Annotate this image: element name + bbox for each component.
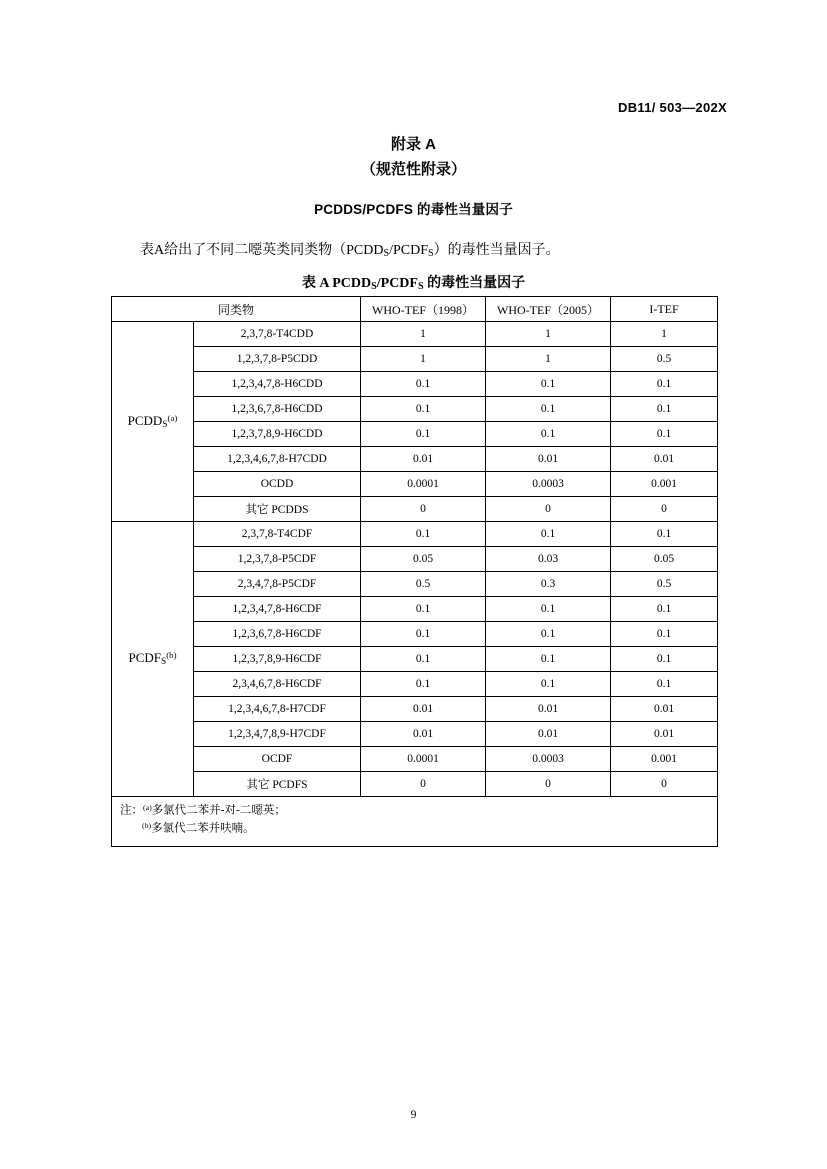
value-itef: 0.1 [611, 422, 718, 447]
table-row [112, 672, 718, 697]
value-who-2005: 0.1 [486, 672, 611, 697]
value-who-2005: 1 [486, 347, 611, 372]
value-who-1998: 1 [361, 347, 486, 372]
value-who-1998: 0.05 [361, 547, 486, 572]
header-itef: I-TEF [611, 297, 718, 322]
congener-name: 1,2,3,7,8-P5CDF [194, 547, 361, 572]
value-who-1998: 0.0001 [361, 472, 486, 497]
table-note-row [112, 797, 718, 847]
congener-name: 1,2,3,6,7,8-H6CDD [194, 397, 361, 422]
value-who-1998: 0 [361, 497, 486, 522]
value-who-1998: 0.1 [361, 672, 486, 697]
note-a-text: 多氯代二苯并-对-二噁英； [151, 804, 286, 817]
header-who-2005: WHO-TEF（2005） [486, 297, 611, 322]
value-itef: 0.5 [611, 572, 718, 597]
caption-mid: /PCDF [376, 276, 418, 291]
table-row [112, 747, 718, 772]
value-who-2005: 0.1 [486, 397, 611, 422]
congener-name: 1,2,3,6,7,8-H6CDF [194, 622, 361, 647]
intro-text-post: ）的毒性当量因子。 [433, 243, 560, 258]
value-itef: 0.1 [611, 647, 718, 672]
congener-name: 1,2,3,4,7,8,9-H7CDF [194, 722, 361, 747]
value-itef: 0 [611, 772, 718, 797]
intro-sub-1: S [383, 248, 390, 260]
note-b-line [120, 820, 711, 838]
group-name-pcdds-sup: (a) [167, 413, 178, 423]
value-who-1998: 0.1 [361, 397, 486, 422]
caption-sub-2: S [417, 281, 424, 293]
table-row [112, 722, 718, 747]
table-footnotes [112, 797, 718, 847]
congener-name: 2,3,7,8-T4CDD [194, 322, 361, 347]
group-name-pcdfs-sub: S [161, 657, 167, 668]
note-label: 注： [120, 804, 143, 817]
intro-text-mid: /PCDF [389, 243, 428, 258]
note-b-marker: (b) [142, 821, 152, 831]
value-who-1998: 0.0001 [361, 747, 486, 772]
value-who-2005: 0.01 [486, 722, 611, 747]
table-row [112, 422, 718, 447]
value-who-2005: 0.0003 [486, 747, 611, 772]
value-who-2005: 0.1 [486, 597, 611, 622]
congener-name: 1,2,3,7,8,9-H6CDD [194, 422, 361, 447]
value-itef: 0.01 [611, 722, 718, 747]
congener-name: 2,3,7,8-T4CDF [194, 522, 361, 547]
intro-text-pre: 表A给出了不同二噁英类同类物（PCDD [140, 243, 384, 258]
caption-pre: 表 A PCDD [301, 276, 372, 291]
value-itef: 0.01 [611, 447, 718, 472]
value-itef: 0.1 [611, 372, 718, 397]
table-caption [0, 272, 827, 292]
group-name-pcdds-sub: S [162, 420, 168, 431]
table-row [112, 322, 718, 347]
congener-name: 1,2,3,4,6,7,8-H7CDD [194, 447, 361, 472]
page-number: 9 [410, 1109, 417, 1121]
value-who-1998: 0.01 [361, 697, 486, 722]
value-who-2005: 0.1 [486, 647, 611, 672]
table-row [112, 622, 718, 647]
annex-title: 附录 A [390, 136, 436, 153]
value-who-1998: 1 [361, 322, 486, 347]
table-row [112, 372, 718, 397]
value-who-1998: 0.1 [361, 372, 486, 397]
value-who-2005: 0.3 [486, 572, 611, 597]
table-row [112, 772, 718, 797]
congener-name: OCDD [194, 472, 361, 497]
value-itef: 0.1 [611, 597, 718, 622]
group-name-pcdds: PCDD [127, 412, 163, 428]
table-row [112, 472, 718, 497]
value-itef: 0.1 [611, 672, 718, 697]
group-label-pcdds [112, 322, 194, 522]
value-who-2005: 0.03 [486, 547, 611, 572]
note-a-marker: (a) [143, 803, 152, 812]
table-row [112, 397, 718, 422]
value-itef: 0 [611, 497, 718, 522]
header-who-1998: WHO-TEF（1998） [361, 297, 486, 322]
congener-name: 其它 PCDDS [194, 497, 361, 522]
congener-name: 2,3,4,7,8-P5CDF [194, 572, 361, 597]
group-name-pcdfs-sup: (b) [166, 650, 177, 661]
value-itef: 1 [611, 322, 718, 347]
header-congener: 同类物 [112, 297, 361, 322]
value-itef: 0.5 [611, 347, 718, 372]
congener-name: OCDF [194, 747, 361, 772]
value-who-2005: 0.01 [486, 447, 611, 472]
value-who-2005: 0.0003 [486, 472, 611, 497]
congener-name: 1,2,3,4,6,7,8-H7CDF [194, 697, 361, 722]
table-row [112, 447, 718, 472]
congener-name: 其它 PCDFS [194, 772, 361, 797]
value-who-2005: 1 [486, 322, 611, 347]
value-who-2005: 0.01 [486, 697, 611, 722]
value-itef: 0.1 [611, 397, 718, 422]
value-who-1998: 0.1 [361, 597, 486, 622]
tef-table [111, 296, 718, 847]
value-who-1998: 0.1 [361, 622, 486, 647]
congener-name: 1,2,3,4,7,8-H6CDF [194, 597, 361, 622]
intro-paragraph [112, 240, 722, 262]
value-itef: 0.01 [611, 697, 718, 722]
value-itef: 0.001 [611, 472, 718, 497]
value-itef: 0.1 [611, 522, 718, 547]
congener-name: 1,2,3,7,8,9-H6CDF [194, 647, 361, 672]
table-row [112, 697, 718, 722]
caption-sub-1: S [371, 281, 377, 293]
value-who-2005: 0.1 [486, 622, 611, 647]
congener-name: 2,3,4,6,7,8-H6CDF [194, 672, 361, 697]
value-who-2005: 0 [486, 497, 611, 522]
value-who-2005: 0.1 [486, 422, 611, 447]
group-label-pcdfs [112, 522, 194, 797]
table-row [112, 647, 718, 672]
value-itef: 0.001 [611, 747, 718, 772]
table-row [112, 522, 718, 547]
value-who-1998: 0.01 [361, 722, 486, 747]
intro-sub-2: S [428, 248, 434, 260]
table-row [112, 572, 718, 597]
table-header-row [112, 297, 718, 322]
value-who-1998: 0.1 [361, 422, 486, 447]
value-who-1998: 0.1 [361, 522, 486, 547]
value-itef: 0.1 [611, 622, 718, 647]
value-itef: 0.05 [611, 547, 718, 572]
note-b-text: 多氯代二苯并呋喃。 [151, 822, 255, 835]
table-row [112, 347, 718, 372]
standard-code-header: DB11/ 503—202X [618, 100, 727, 115]
value-who-2005: 0 [486, 772, 611, 797]
table-row [112, 597, 718, 622]
annex-subtitle: （规范性附录） [360, 161, 466, 178]
table-row [112, 497, 718, 522]
value-who-2005: 0.1 [486, 522, 611, 547]
congener-name: 1,2,3,4,7,8-H6CDD [194, 372, 361, 397]
annex-heading: PCDDS/PCDFS 的毒性当量因子 [314, 202, 513, 217]
group-name-pcdfs: PCDF [128, 650, 162, 666]
value-who-1998: 0 [361, 772, 486, 797]
caption-post: 的毒性当量因子 [423, 276, 526, 291]
value-who-2005: 0.1 [486, 372, 611, 397]
congener-name: 1,2,3,7,8-P5CDD [194, 347, 361, 372]
table-row [112, 547, 718, 572]
value-who-1998: 0.5 [361, 572, 486, 597]
value-who-1998: 0.1 [361, 647, 486, 672]
value-who-1998: 0.01 [361, 447, 486, 472]
